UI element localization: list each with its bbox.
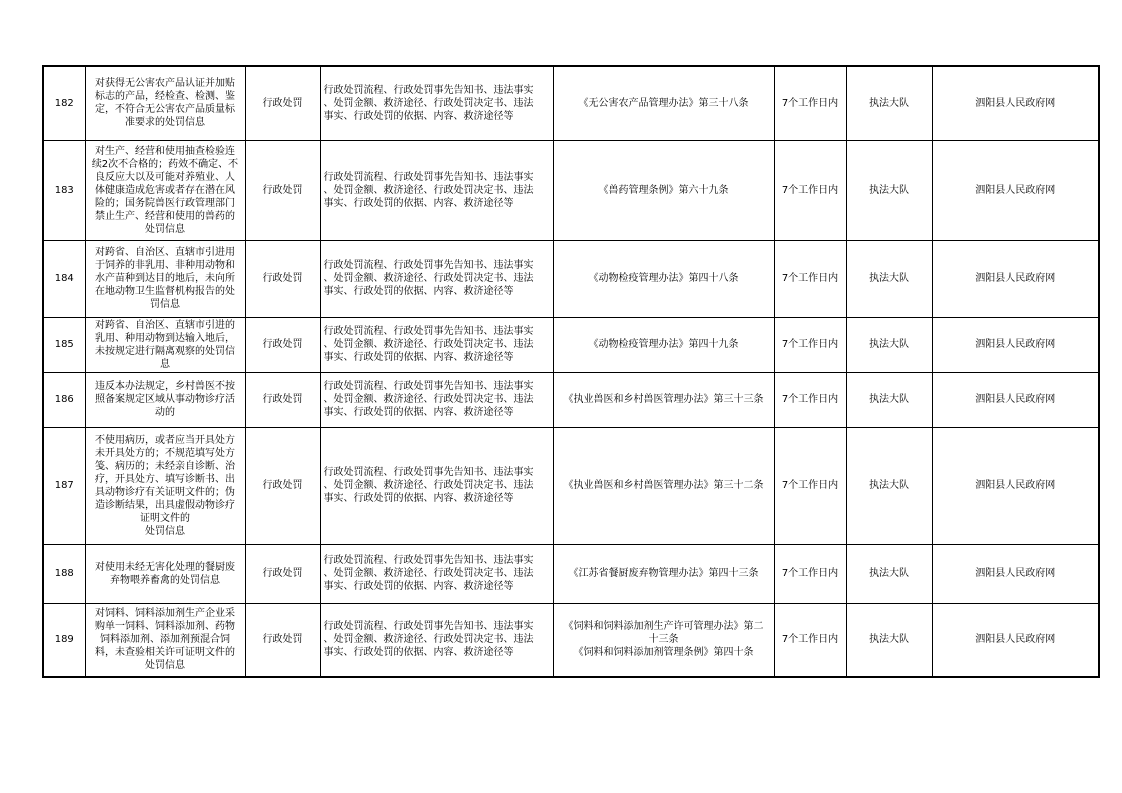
disclosure-item-line: 违反本办法规定，乡村兽医不按 — [95, 381, 235, 392]
row-number: 188 — [43, 544, 85, 603]
row-number: 187 — [43, 427, 85, 544]
disclosure-content-line: 、处罚金额、救济途径、行政处罚决定书、违法 — [323, 634, 534, 646]
disclosure-content — [320, 427, 553, 544]
legal-basis-line: 《饲料和饲料添加剂管理条例》第四十条 — [573, 647, 754, 659]
disclosure-item — [85, 140, 245, 240]
disclosure-time-limit: 7个工作日内 — [774, 66, 846, 140]
legal-basis-line: 《动物检疫管理办法》第四十八条 — [588, 273, 739, 284]
disclosure-item-line: 乳用、种用动物到达输入地后， — [95, 332, 235, 344]
disclosure-item-line: 证明文件的 — [140, 512, 190, 524]
responsible-department: 执法大队 — [846, 240, 932, 317]
legal-basis-line: 《无公害农产品管理办法》第三十八条 — [578, 97, 749, 109]
disclosure-item-line: 对生产、经营和使用抽查检验连 — [95, 145, 235, 157]
disclosure-item — [85, 240, 245, 317]
row-number: 186 — [43, 372, 85, 427]
disclosure-item-line: 续2次不合格的；药效不确定、不 — [91, 158, 239, 170]
disclosure-item-line: 具动物诊疗有关证明文件的；伪 — [95, 486, 235, 498]
disclosure-item-line: 体健康造成危害或者存在潜在风 — [95, 184, 235, 196]
disclosure-item-line: 险的；国务院兽医行政管理部门 — [95, 197, 235, 209]
disclosure-content-line: 行政处罚流程、行政处罚事先告知书、违法事实 — [323, 381, 534, 392]
table-row — [43, 427, 1099, 544]
legal-basis-line: 《动物检疫管理办法》第四十九条 — [588, 339, 739, 350]
row-number: 182 — [43, 66, 85, 140]
disclosure-content-line: 、处罚金额、救济途径、行政处罚决定书、违法 — [323, 339, 534, 350]
disclosure-channel: 泗阳县人民政府网 — [932, 66, 1099, 140]
disclosure-item-line: 未按规定进行隔离观察的处罚信 — [95, 345, 235, 357]
legal-basis-line: 《兽药管理条例》第六十九条 — [598, 184, 729, 196]
disclosure-content — [320, 240, 553, 317]
disclosure-content-line: 事实、行政处罚的依据、内容、救济途径等 — [323, 407, 514, 418]
disclosure-item-line: 准要求的处罚信息 — [125, 117, 205, 129]
disclosure-channel: 泗阳县人民政府网 — [932, 427, 1099, 544]
disclosure-table — [42, 65, 1100, 678]
disclosure-time-limit: 7个工作日内 — [774, 427, 846, 544]
disclosure-item-line: 处罚信息 — [145, 660, 185, 672]
disclosure-channel: 泗阳县人民政府网 — [932, 544, 1099, 603]
disclosure-content — [320, 66, 553, 140]
disclosure-time-limit: 7个工作日内 — [774, 372, 846, 427]
disclosure-item-line: 标志的产品，经检查、检测、鉴 — [95, 91, 235, 103]
item-category: 行政处罚 — [245, 140, 320, 240]
row-number: 183 — [43, 140, 85, 240]
disclosure-item — [85, 66, 245, 140]
disclosure-content — [320, 372, 553, 427]
table-row — [43, 372, 1099, 427]
item-category: 行政处罚 — [245, 66, 320, 140]
table-row — [43, 544, 1099, 603]
disclosure-content-line: 行政处罚流程、行政处罚事先告知书、违法事实 — [323, 555, 534, 566]
item-category: 行政处罚 — [245, 544, 320, 603]
disclosure-content-line: 行政处罚流程、行政处罚事先告知书、违法事实 — [323, 326, 534, 337]
disclosure-content-line: 行政处罚流程、行政处罚事先告知书、违法事实 — [323, 621, 534, 633]
disclosure-channel: 泗阳县人民政府网 — [932, 372, 1099, 427]
row-number: 189 — [43, 603, 85, 677]
table-row — [43, 603, 1099, 677]
disclosure-item — [85, 372, 245, 427]
disclosure-time-limit: 7个工作日内 — [774, 603, 846, 677]
legal-basis-line: 《执业兽医和乡村兽医管理办法》第三十二条 — [563, 480, 764, 491]
disclosure-content — [320, 317, 553, 372]
disclosure-content-line: 行政处罚流程、行政处罚事先告知书、违法事实 — [323, 171, 534, 183]
item-category: 行政处罚 — [245, 427, 320, 544]
disclosure-content — [320, 140, 553, 240]
disclosure-item-line: 处罚信息 — [145, 525, 185, 537]
disclosure-content-line: 行政处罚流程、行政处罚事先告知书、违法事实 — [323, 467, 534, 478]
disclosure-item-line: 对获得无公害农产品认证并加贴 — [95, 78, 235, 90]
disclosure-item — [85, 544, 245, 603]
item-category: 行政处罚 — [245, 603, 320, 677]
disclosure-item-line: 于饲养的非乳用、非种用动物和 — [95, 260, 235, 271]
disclosure-item-line: 在地动物卫生监督机构报告的处 — [95, 286, 235, 297]
disclosure-content — [320, 544, 553, 603]
legal-basis-line: 《江苏省餐厨废弃物管理办法》第四十三条 — [568, 568, 759, 579]
legal-basis — [553, 372, 774, 427]
disclosure-item-line: 良反应大以及可能对养殖业、人 — [95, 171, 235, 183]
disclosure-content-line: 、处罚金额、救济途径、行政处罚决定书、违法 — [323, 97, 534, 109]
disclosure-item-line: 对跨省、自治区、直辖市引进用 — [95, 247, 235, 258]
legal-basis — [553, 317, 774, 372]
row-number: 185 — [43, 317, 85, 372]
disclosure-content-line: 、处罚金额、救济途径、行政处罚决定书、违法 — [323, 273, 534, 284]
item-category: 行政处罚 — [245, 317, 320, 372]
disclosure-item-line: 弃物喂养畜禽的处罚信息 — [110, 574, 220, 586]
item-category: 行政处罚 — [245, 372, 320, 427]
item-category: 行政处罚 — [245, 240, 320, 317]
disclosure-item-line: 对跨省、自治区、直辖市引进的 — [95, 319, 235, 331]
disclosure-item — [85, 317, 245, 372]
disclosure-item — [85, 603, 245, 677]
legal-basis — [553, 544, 774, 603]
disclosure-item — [85, 427, 245, 544]
disclosure-item-line: 对饲料、饲料添加剂生产企业采 — [95, 608, 235, 620]
legal-basis — [553, 240, 774, 317]
responsible-department: 执法大队 — [846, 544, 932, 603]
disclosure-content-line: 事实、行政处罚的依据、内容、救济途径等 — [323, 647, 514, 659]
disclosure-item-line: 禁止生产、经营和使用的兽药的 — [95, 210, 235, 222]
disclosure-item-line: 造诊断结果，出具虚假动物诊疗 — [95, 499, 235, 511]
responsible-department: 执法大队 — [846, 603, 932, 677]
disclosure-time-limit: 7个工作日内 — [774, 544, 846, 603]
disclosure-item-line: 对使用未经无害化处理的餐厨废 — [95, 561, 235, 573]
disclosure-content-line: 、处罚金额、救济途径、行政处罚决定书、违法 — [323, 394, 534, 405]
disclosure-item-line: 购单一饲料、饲料添加剂、药物 — [95, 621, 235, 633]
responsible-department: 执法大队 — [846, 427, 932, 544]
responsible-department: 执法大队 — [846, 140, 932, 240]
table-body — [43, 66, 1099, 677]
disclosure-content-line: 事实、行政处罚的依据、内容、救济途径等 — [323, 352, 514, 363]
disclosure-item-line: 饲料添加剂、添加剂预混合饲 — [100, 634, 230, 646]
legal-basis — [553, 603, 774, 677]
disclosure-item-line: 罚信息 — [150, 299, 180, 310]
disclosure-channel: 泗阳县人民政府网 — [932, 317, 1099, 372]
table-row — [43, 240, 1099, 317]
disclosure-content-line: 行政处罚流程、行政处罚事先告知书、违法事实 — [323, 84, 534, 96]
legal-basis — [553, 427, 774, 544]
table-row — [43, 66, 1099, 140]
legal-basis-line: 十三条 — [648, 634, 679, 646]
disclosure-time-limit: 7个工作日内 — [774, 317, 846, 372]
disclosure-content-line: 事实、行政处罚的依据、内容、救济途径等 — [323, 493, 514, 504]
responsible-department: 执法大队 — [846, 317, 932, 372]
disclosure-time-limit: 7个工作日内 — [774, 240, 846, 317]
disclosure-item-line: 疗，开具处方、填写诊断书、出 — [95, 473, 235, 485]
table-row — [43, 140, 1099, 240]
legal-basis — [553, 140, 774, 240]
disclosure-channel: 泗阳县人民政府网 — [932, 603, 1099, 677]
disclosure-item-line: 水产苗种到达目的地后，未向所 — [95, 273, 235, 284]
disclosure-content-line: 事实、行政处罚的依据、内容、救济途径等 — [323, 581, 514, 592]
responsible-department: 执法大队 — [846, 372, 932, 427]
disclosure-content-line: 行政处罚流程、行政处罚事先告知书、违法事实 — [323, 260, 534, 271]
table-row — [43, 317, 1099, 372]
row-number: 184 — [43, 240, 85, 317]
disclosure-item-line: 息 — [160, 358, 170, 370]
disclosure-item-line: 不使用病历，或者应当开具处方 — [95, 434, 235, 446]
disclosure-item-line: 照备案规定区域从事动物诊疗活 — [95, 394, 235, 405]
disclosure-item-line: 未开具处方的；不规范填写处方 — [95, 447, 235, 459]
disclosure-content-line: 事实、行政处罚的依据、内容、救济途径等 — [323, 197, 514, 209]
disclosure-item-line: 动的 — [155, 407, 175, 418]
legal-basis — [553, 66, 774, 140]
legal-basis-line: 《执业兽医和乡村兽医管理办法》第三十三条 — [563, 394, 764, 405]
disclosure-item-line: 料，未查验相关许可证明文件的 — [95, 647, 235, 659]
disclosure-content — [320, 603, 553, 677]
legal-basis-line: 《饲料和饲料添加剂生产许可管理办法》第二 — [563, 621, 764, 633]
disclosure-item-line: 定，不符合无公害农产品质量标 — [95, 104, 235, 116]
disclosure-channel: 泗阳县人民政府网 — [932, 240, 1099, 317]
disclosure-channel: 泗阳县人民政府网 — [932, 140, 1099, 240]
disclosure-item-line: 笺、病历的；未经亲自诊断、治 — [95, 460, 235, 472]
responsible-department: 执法大队 — [846, 66, 932, 140]
disclosure-content-line: 、处罚金额、救济途径、行政处罚决定书、违法 — [323, 568, 534, 579]
disclosure-item-line: 处罚信息 — [145, 223, 185, 235]
disclosure-content-line: 事实、行政处罚的依据、内容、救济途径等 — [323, 110, 514, 122]
disclosure-content-line: 事实、行政处罚的依据、内容、救济途径等 — [323, 286, 514, 297]
disclosure-time-limit: 7个工作日内 — [774, 140, 846, 240]
disclosure-content-line: 、处罚金额、救济途径、行政处罚决定书、违法 — [323, 480, 534, 491]
disclosure-content-line: 、处罚金额、救济途径、行政处罚决定书、违法 — [323, 184, 534, 196]
